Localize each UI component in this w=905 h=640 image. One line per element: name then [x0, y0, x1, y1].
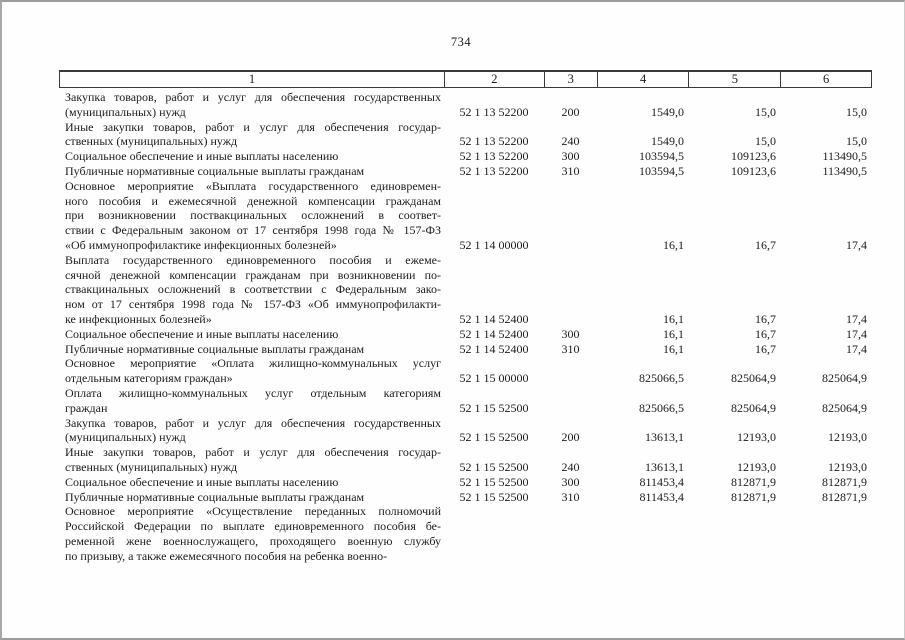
row-title-line: ном от 17 сентября 1998 года № 157-ФЗ «Об иммунопрофилакти- [65, 297, 441, 312]
column-header-2: 2 [444, 72, 544, 87]
table-row [59, 149, 872, 164]
row-code-cell: 52 1 15 52500 [459, 430, 529, 445]
row-title-line: (муниципальных) нужд [65, 104, 186, 119]
row-amount-col5-cell: 825064,9 [731, 400, 776, 415]
table-row [59, 164, 872, 179]
row-amount-col6-cell: 17,4 [846, 326, 867, 341]
row-amount-col5-cell: 15,0 [755, 104, 776, 119]
row-code-cell: 52 1 14 52400 [459, 326, 529, 341]
row-title-cell [59, 253, 444, 327]
row-title-line: Российской Федерации по выплате единовременного пособия бе- [65, 519, 441, 534]
row-code-cell: 52 1 13 52200 [459, 149, 529, 164]
row-title-cell [59, 149, 444, 164]
row-expense-type-cell: 240 [561, 134, 580, 149]
row-title-line: сячной денежной компенсации гражданам при возникновении по- [65, 267, 441, 282]
row-title-line: Иные закупки товаров, работ и услуг для обеспечения государ- [65, 119, 441, 134]
row-expense-type-cell: 300 [561, 326, 580, 341]
column-header-3: 3 [544, 72, 597, 87]
table-row [59, 445, 872, 475]
table-row [59, 386, 872, 416]
row-amount-col4-cell: 1549,0 [651, 104, 684, 119]
row-amount-col4-cell: 103594,5 [639, 163, 684, 178]
row-code-cell: 52 1 15 52500 [459, 474, 529, 489]
table-row [59, 342, 872, 357]
row-amount-col6-cell: 15,0 [846, 104, 867, 119]
budget-table [59, 70, 872, 564]
row-amount-col6-cell: 812871,9 [822, 489, 867, 504]
row-amount-col4-cell: 16,1 [663, 237, 684, 252]
table-row [59, 490, 872, 505]
row-amount-col5-cell: 12193,0 [737, 459, 776, 474]
row-title-line: ственных (муниципальных) нужд [65, 459, 238, 474]
row-amount-col5-cell: 16,7 [755, 326, 776, 341]
table-row [59, 179, 872, 253]
table-header-row [59, 70, 872, 88]
row-amount-col6-cell: 113490,5 [822, 149, 867, 164]
row-expense-type-cell: 200 [561, 430, 580, 445]
row-amount-col6-cell: 17,4 [846, 311, 867, 326]
row-title-cell [59, 120, 444, 150]
row-amount-col5-cell: 812871,9 [731, 474, 776, 489]
row-title-line: ременной жене военнослужащего, проходящего военную службу [65, 533, 441, 548]
table-row [59, 416, 872, 446]
row-amount-col5-cell: 812871,9 [731, 489, 776, 504]
row-amount-col4-cell: 1549,0 [651, 134, 684, 149]
row-title-line: ствакцинальных осложнений в соответствии с Федеральным зако- [65, 282, 441, 297]
row-title-cell [59, 90, 444, 120]
row-amount-col6-cell: 825064,9 [822, 371, 867, 386]
row-amount-col6-cell: 17,4 [846, 237, 867, 252]
row-expense-type-cell: 310 [561, 489, 580, 504]
row-title-cell [59, 504, 444, 563]
row-code-cell: 52 1 13 52200 [459, 163, 529, 178]
row-title-line: Социальное обеспечение и иные выплаты населению [65, 474, 339, 489]
row-title-line: ственных (муниципальных) нужд [65, 134, 238, 149]
row-title-cell [59, 445, 444, 475]
table-row [59, 90, 872, 120]
row-title-line: Закупка товаров, работ и услуг для обеспечения государственных [65, 415, 441, 430]
row-title-cell [59, 342, 444, 357]
row-expense-type-cell: 310 [561, 341, 580, 356]
row-title-line: Иные закупки товаров, работ и услуг для обеспечения государ- [65, 445, 441, 460]
row-amount-col6-cell: 113490,5 [822, 163, 867, 178]
column-header-4: 4 [597, 72, 689, 87]
row-amount-col4-cell: 13613,1 [645, 459, 684, 474]
row-amount-col4-cell: 811453,4 [639, 489, 684, 504]
row-amount-col5-cell: 109123,6 [731, 163, 776, 178]
row-amount-col6-cell: 12193,0 [828, 459, 867, 474]
row-title-line: «Об иммунопрофилактике инфекционных болезней» [65, 237, 337, 252]
table-row [59, 356, 872, 386]
row-title-line: ке инфекционных болезней» [65, 311, 212, 326]
row-title-line: (муниципальных) нужд [65, 430, 186, 445]
row-amount-col6-cell: 15,0 [846, 134, 867, 149]
row-expense-type-cell: 240 [561, 459, 580, 474]
row-title-line: при возникновении поствакцинальных осложнений в соответ- [65, 208, 441, 223]
row-code-cell: 52 1 13 52200 [459, 134, 529, 149]
row-amount-col5-cell: 16,7 [755, 237, 776, 252]
row-title-line: Основное мероприятие «Выплата государственного единовремен- [65, 178, 441, 193]
row-title-cell [59, 475, 444, 490]
row-title-line: Социальное обеспечение и иные выплаты населению [65, 149, 339, 164]
row-expense-type-cell: 310 [561, 163, 580, 178]
table-body [59, 88, 872, 564]
row-amount-col4-cell: 825066,5 [639, 400, 684, 415]
column-header-5: 5 [688, 72, 780, 87]
row-title-cell [59, 490, 444, 505]
row-amount-col6-cell: 17,4 [846, 341, 867, 356]
row-code-cell: 52 1 14 52400 [459, 311, 529, 326]
row-amount-col4-cell: 811453,4 [639, 474, 684, 489]
row-expense-type-cell: 200 [561, 104, 580, 119]
table-row [59, 120, 872, 150]
row-title-line: ного пособия и ежемесячной денежной компенсации гражданам [65, 193, 441, 208]
row-amount-col6-cell: 812871,9 [822, 474, 867, 489]
row-expense-type-cell: 300 [561, 474, 580, 489]
row-amount-col5-cell: 15,0 [755, 134, 776, 149]
row-amount-col4-cell: 103594,5 [639, 149, 684, 164]
row-title-line: Основное мероприятие «Оплата жилищно-коммунальных услуг [65, 356, 441, 371]
row-amount-col4-cell: 16,1 [663, 311, 684, 326]
row-title-line: по призыву, а также ежемесячного пособия на ребенка военно- [65, 548, 388, 563]
row-amount-col6-cell: 12193,0 [828, 430, 867, 445]
row-title-line: Закупка товаров, работ и услуг для обеспечения государственных [65, 90, 441, 104]
table-row [59, 327, 872, 342]
column-header-1: 1 [248, 72, 256, 87]
row-code-cell: 52 1 13 52200 [459, 104, 529, 119]
row-amount-col5-cell: 16,7 [755, 341, 776, 356]
row-title-line: Основное мероприятие «Осуществление переданных полномочий [65, 504, 441, 519]
row-code-cell: 52 1 15 00000 [459, 371, 529, 386]
row-title-line: Оплата жилищно-коммунальных услуг отдельным категориям [65, 385, 441, 400]
row-amount-col5-cell: 825064,9 [731, 371, 776, 386]
row-amount-col5-cell: 16,7 [755, 311, 776, 326]
row-title-cell [59, 356, 444, 386]
row-title-line: Выплата государственного единовременного пособия и ежеме- [65, 252, 441, 267]
row-code-cell: 52 1 15 52500 [459, 400, 529, 415]
row-expense-type-cell: 300 [561, 149, 580, 164]
row-amount-col4-cell: 16,1 [663, 341, 684, 356]
table-row [59, 504, 872, 563]
row-title-line: Публичные нормативные социальные выплаты гражданам [65, 163, 365, 178]
page-number: 734 [450, 35, 472, 49]
table-row [59, 253, 872, 327]
column-header-6: 6 [780, 72, 871, 87]
row-amount-col6-cell: 825064,9 [822, 400, 867, 415]
row-amount-col4-cell: 825066,5 [639, 371, 684, 386]
row-code-cell: 52 1 15 52500 [459, 489, 529, 504]
row-amount-col4-cell: 13613,1 [645, 430, 684, 445]
row-amount-col5-cell: 109123,6 [731, 149, 776, 164]
row-title-cell [59, 386, 444, 416]
row-title-line: Публичные нормативные социальные выплаты гражданам [65, 489, 365, 504]
row-title-line: отдельным категориям граждан» [65, 371, 233, 386]
row-title-cell [59, 327, 444, 342]
row-title-line: ствии с Федеральным законом от 17 сентября 1998 года № 157-ФЗ [65, 223, 441, 238]
table-row [59, 475, 872, 490]
row-title-cell [59, 164, 444, 179]
row-title-cell [59, 179, 444, 253]
row-code-cell: 52 1 14 52400 [459, 341, 529, 356]
row-title-line: граждан [65, 400, 108, 415]
row-code-cell: 52 1 14 00000 [459, 237, 529, 252]
row-title-cell [59, 416, 444, 446]
row-title-line: Публичные нормативные социальные выплаты гражданам [65, 341, 365, 356]
row-title-line: Социальное обеспечение и иные выплаты населению [65, 326, 339, 341]
row-amount-col4-cell: 16,1 [663, 326, 684, 341]
row-code-cell: 52 1 15 52500 [459, 459, 529, 474]
row-amount-col5-cell: 12193,0 [737, 430, 776, 445]
